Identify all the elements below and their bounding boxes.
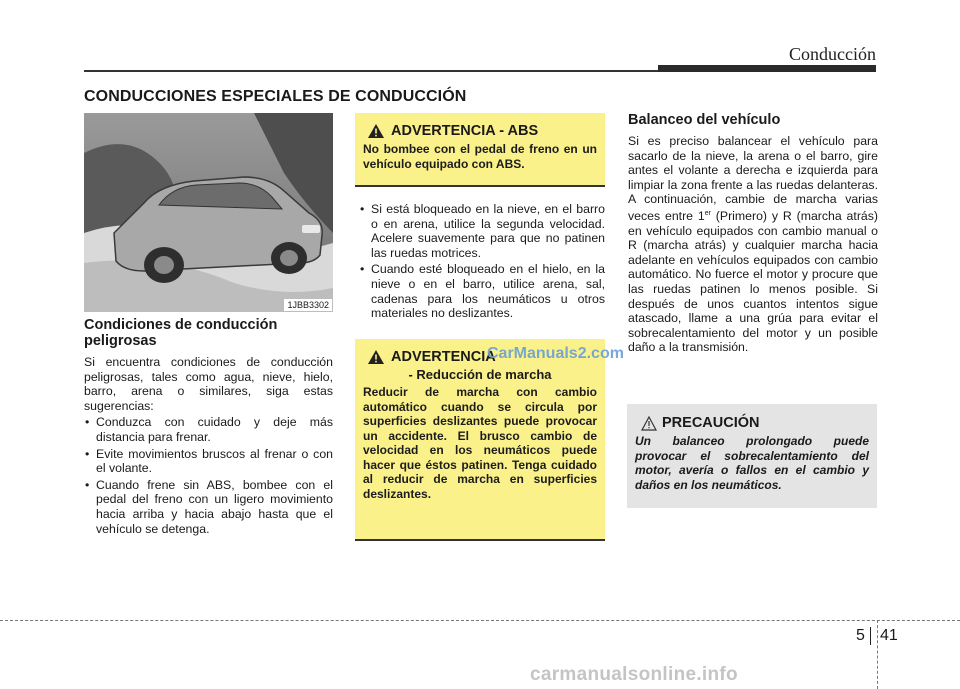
caution-title: PRECAUCIÓN xyxy=(662,415,760,431)
column-3 xyxy=(628,112,878,355)
caution-text: Un balanceo prolongado puede provocar el sobrecalentamiento del motor, avería o fallos en el cambio y daños en los neumáticos. xyxy=(635,434,869,492)
warning-triangle-icon xyxy=(367,349,385,365)
list-item: • Conduzca con cuidado y deje más distancia para frenar. xyxy=(84,415,333,444)
list-item: • Si está bloqueado en la nieve, en el barro o en arena, utilice la segunda velocidad. Acelere suavemente para que no patinen las ruedas motrices. xyxy=(359,202,605,260)
suggestions-list xyxy=(84,415,333,536)
caution-triangle-icon xyxy=(641,416,657,431)
balanceo-text-part2: (Primero) y R (marcha atrás) en vehículo equipados con cambio manual o R (marcha atrás) y cualquier marcha hacia adelante en vehículos equipados con cambio automático. No fuerce el motor y procure que las ruedas patinen lo menos posible. Si después de unos cuantos intentos sigue atascado, llame a una grúa para evitar el sobrecalentamiento del motor y un posible daño a la transmisión. xyxy=(628,209,878,355)
page-number-separator xyxy=(870,627,871,645)
intro-paragraph: Si encuentra condiciones de conducción peligrosas, tales como agua, nieve, hielo, barro, arena o similares, siga estas sugerencias: xyxy=(84,355,333,413)
car-illustration xyxy=(84,113,333,312)
footer-vertical-rule xyxy=(877,620,878,689)
heading-balanceo: Balanceo del vehículo xyxy=(628,112,781,128)
warning-reduccion-subtitle: - Reducción de marcha xyxy=(408,367,552,382)
warning-reduccion-box xyxy=(355,339,605,541)
header-rule xyxy=(84,70,658,72)
photo-label: 1JBB3302 xyxy=(284,299,332,311)
warning-abs-title: ADVERTENCIA - ABS xyxy=(391,123,539,139)
list-item: • Cuando frene sin ABS, bombee con el pedal del freno con un ligero movimiento hacia arriba y hacia abajo hasta que el vehículo se detenga. xyxy=(84,478,333,536)
caution-header xyxy=(627,404,877,431)
warning-abs-header xyxy=(355,113,605,139)
header-bar xyxy=(658,65,876,72)
page-number: 41 xyxy=(880,627,898,644)
chapter-number: 5 xyxy=(856,627,865,644)
watermark-carmanualsonline: carmanualsonline.info xyxy=(530,664,738,685)
warning-triangle-icon xyxy=(367,123,385,139)
list-item: • Cuando esté bloqueado en el hielo, en la nieve o en el barro, utilice arena, sal, cadenas para los neumáticos u otros materiales no deslizantes. xyxy=(359,262,605,320)
stuck-tips-list xyxy=(359,202,605,321)
list-item: • Evite movimientos bruscos al frenar o con el volante. xyxy=(84,447,333,476)
superscript-er: er xyxy=(704,209,711,217)
heading-condiciones: Condiciones de conducción peligrosas xyxy=(84,317,278,349)
warning-abs-box xyxy=(355,113,605,187)
balanceo-text-part1: Si es preciso balancear el vehículo para sacarlo de la nieve, la arena o el barro, gire antes el volante a derecha e izquierda para limpiar la zona frente a las ruedas delanteras. A continuación, cambie de marcha varias veces entre 1 xyxy=(628,134,878,224)
warning-reduccion-text: Reducir de marcha con cambio automático cuando se circula por superficies deslizantes puede provocar un accidente. El brusco cambio de velocidad en los neumáticos puede hacer que éstos patinen. Tenga cuidado al reducir de marcha en superficies deslizantes. xyxy=(363,385,597,501)
warning-abs-text: No bombee con el pedal de freno en un vehículo equipado con ABS. xyxy=(363,142,597,171)
caution-box xyxy=(627,404,877,508)
watermark-carmanuals2: CarManuals2.com xyxy=(487,345,624,362)
car-in-snow-photo xyxy=(84,113,333,312)
column-1 xyxy=(84,317,333,538)
balanceo-paragraph xyxy=(628,134,878,355)
chapter-title: Conducción xyxy=(789,44,876,64)
section-title: CONDUCCIONES ESPECIALES DE CONDUCCIÓN xyxy=(84,88,467,105)
footer-rule xyxy=(0,620,960,621)
column-2 xyxy=(359,200,605,323)
warning-reduccion-title: ADVERTENCIA xyxy=(391,349,496,365)
